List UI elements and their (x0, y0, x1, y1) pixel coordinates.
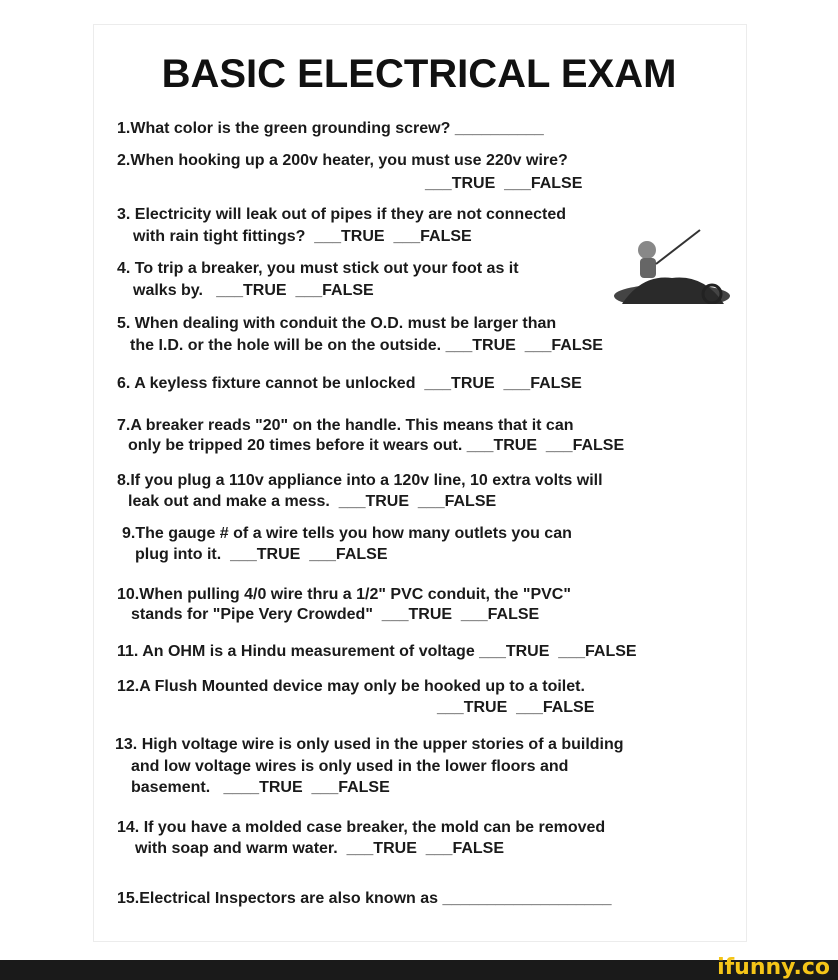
question-line: leak out and make a mess. ___TRUE ___FALSE (128, 493, 497, 510)
question-line: and low voltage wires is only used in the lower floors and (131, 758, 569, 775)
question-line: 14. If you have a molded case breaker, the mold can be removed (117, 819, 606, 836)
question-line: 3. Electricity will leak out of pipes if they are not connected (117, 206, 566, 223)
question-line: 13. High voltage wire is only used in the upper stories of a building (115, 736, 624, 753)
question-line: basement. ____TRUE ___FALSE (131, 779, 390, 796)
question-line: 12.A Flush Mounted device may only be hooked up to a toilet. (117, 678, 585, 695)
page-title: BASIC ELECTRICAL EXAM (161, 52, 677, 96)
footer-bar (0, 955, 838, 980)
question-line: 2.When hooking up a 200v heater, you must use 220v wire? (117, 152, 568, 169)
question-line: 4. To trip a breaker, you must stick out your foot as it (117, 260, 519, 277)
question-line: plug into it. ___TRUE ___FALSE (135, 546, 388, 563)
ifunny-logo[interactable]: ifunny.co (717, 955, 830, 980)
question-line: 9.The gauge # of a wire tells you how many outlets you can (122, 525, 572, 542)
question-line: stands for "Pipe Very Crowded" ___TRUE ___FALSE (131, 606, 540, 623)
question-line: with soap and warm water. ___TRUE ___FALSE (135, 840, 505, 857)
question-line: the I.D. or the hole will be on the outside. ___TRUE ___FALSE (130, 337, 603, 354)
question-line: 8.If you plug a 110v appliance into a 120v line, 10 extra volts will (117, 472, 603, 489)
question-line: 5. When dealing with conduit the O.D. must be larger than (117, 315, 557, 332)
question-line: 10.When pulling 4/0 wire thru a 1/2" PVC conduit, the "PVC" (117, 586, 571, 603)
question-line: ___TRUE ___FALSE (437, 699, 595, 716)
question-line: 6. A keyless fixture cannot be unlocked ___TRUE ___FALSE (117, 375, 582, 392)
question-line: 7.A breaker reads "20" on the handle. This means that it can (117, 417, 574, 434)
baby-on-motorcycle-photo (612, 226, 732, 304)
question-line: walks by. ___TRUE ___FALSE (133, 282, 374, 299)
question-line: ___TRUE ___FALSE (425, 175, 583, 192)
question-line: 1.What color is the green grounding screw? __________ (117, 120, 544, 137)
question-line: 11. An OHM is a Hindu measurement of voltage ___TRUE ___FALSE (117, 643, 637, 660)
question-line: 15.Electrical Inspectors are also known as ___________________ (117, 890, 612, 907)
question-line: with rain tight fittings? ___TRUE ___FALSE (133, 228, 472, 245)
question-line: only be tripped 20 times before it wears out. ___TRUE ___FALSE (128, 437, 625, 454)
